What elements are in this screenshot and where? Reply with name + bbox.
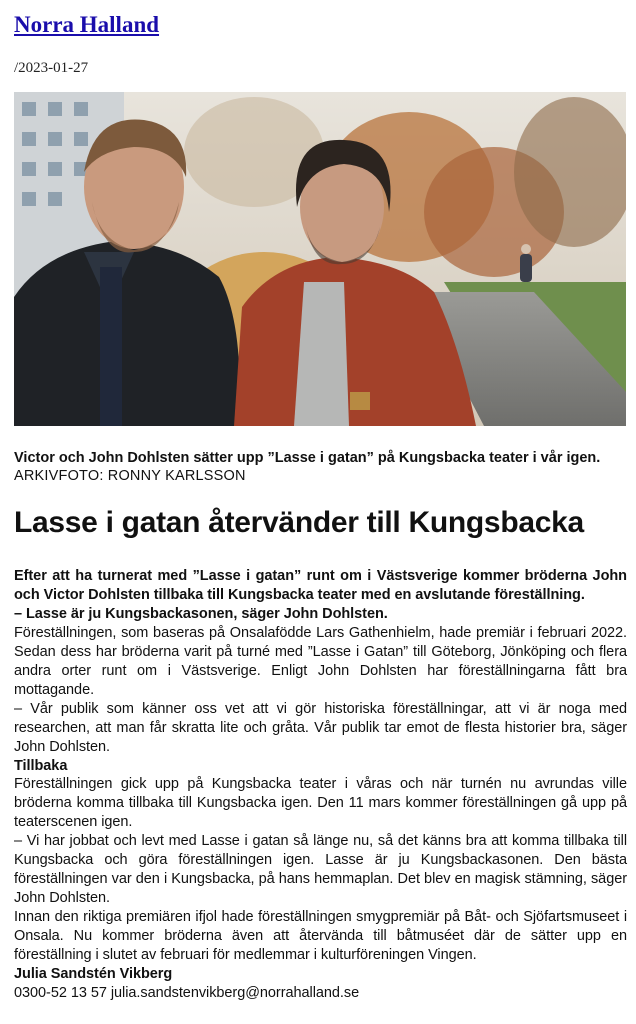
article-paragraph: – Vi har jobbat och levt med Lasse i gatan så länge nu, så det känns bra att komma tillbaka till Kungsbacka och göra föreställningen igen. Lasse är ju Kungsbackasonen. Den bästa föreställningen var den i Kungsbacka, på hans hemmaplan. Det blev en magisk stämning, säger John Dohlsten.	[14, 833, 627, 907]
article-headline: Lasse i gatan återvänder till Kungsbacka	[14, 506, 584, 539]
author-contact: 0300-52 13 57 julia.sandstenvikberg@norrahalland.se	[14, 984, 360, 1001]
publish-date: /2023-01-27	[14, 60, 89, 76]
article-body	[14, 567, 627, 1003]
author-name: Julia Sandstén Vikberg	[14, 966, 173, 983]
article-quote: – Lasse är ju Kungsbackasonen, säger John Dohlsten.	[14, 605, 388, 622]
article-paragraph: Föreställningen, som baseras på Onsalafödde Lars Gathenhielm, hade premiär i februari 2022. Sedan dess har bröderna varit på turné med ”Lasse i Gatan” till Göteborg, Jönköping och flera andra orter runt om i Västsverige. Enligt John Dohlsten har föreställningarna fått bra mottagande.	[14, 624, 627, 698]
article-paragraph: – Vår publik som känner oss vet att vi gör historiska föreställningar, att vi är noga med researchen, att man får skratta lite och gråta. Vår publik tar emot de flesta historier bra, säger John Dohlsten.	[14, 700, 627, 755]
caption-text: Victor och John Dohlsten sätter upp ”Lasse i gatan” på Kungsbacka teater i vår igen.	[14, 450, 601, 466]
article-subheading: Tillbaka	[14, 757, 68, 774]
publication-link[interactable]: Norra Halland	[14, 12, 160, 37]
article-lead: Efter att ha turnerat med ”Lasse i gatan” runt om i Västsverige kommer bröderna John och Victor Dohlsten tillbaka till Kungsbacka teater med en avslutande föreställning.	[14, 568, 627, 603]
article-paragraph: Föreställningen gick upp på Kungsbacka teater i våras och när turnén nu avrundas ville bröderna komma tillbaka till Kungsbacka igen. Den 11 mars kommer föreställningen gå upp på teaterscenen igen.	[14, 776, 627, 831]
article-photo	[14, 92, 626, 426]
article-paragraph: Innan den riktiga premiären ifjol hade föreställningen smygpremiär på Båt- och Sjöfartsmuseet i Onsala. Nu kommer bröderna även att återvända till båtmuséet där de sätter upp en föreställning i slutet av februari för medlemmar i kulturföreningen Vingen.	[14, 909, 627, 964]
photo-caption	[14, 449, 626, 485]
photo-credit: ARKIVFOTO: RONNY KARLSSON	[14, 468, 246, 484]
